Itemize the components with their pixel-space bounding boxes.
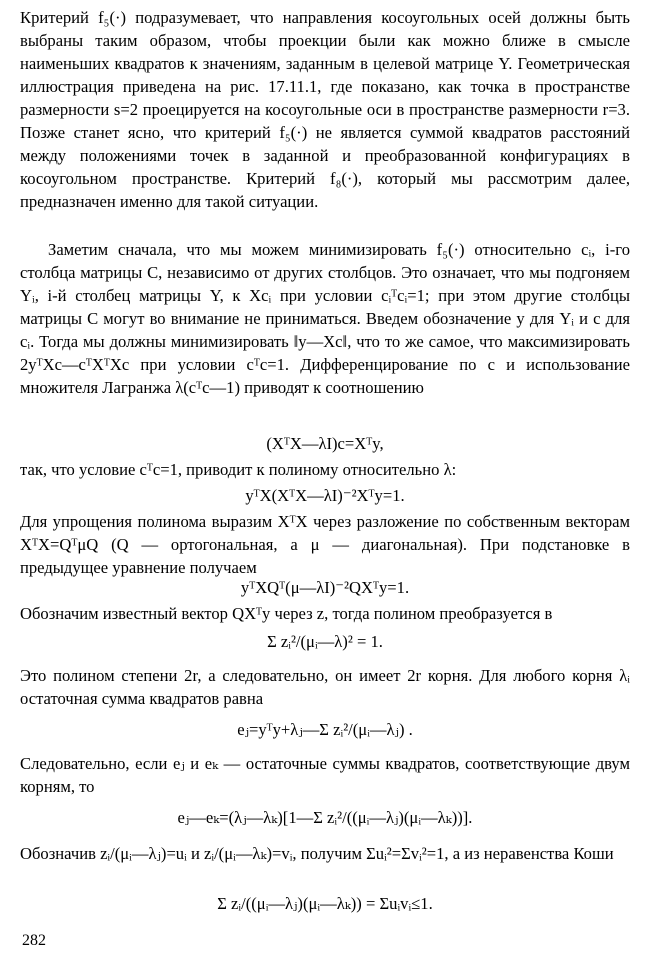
- paragraph-5: Обозначим известный вектор QXᵀy через z, тогда полином преобразуется в: [20, 604, 553, 623]
- equation-6: eⱼ—eₖ=(λⱼ—λₖ)[1—Σ zᵢ²/((μᵢ—λⱼ)(μᵢ—λₖ))].: [177, 808, 473, 827]
- paragraph-7: Следовательно, если eⱼ и eₖ — остаточные суммы квадратов, соответствующие двум корням, то: [20, 754, 630, 796]
- paragraph-2: Заметим сначала, что мы можем минимизировать f₅(·) относительно cᵢ, i-го столбца матрицы C, независимо от других столбцов. Это означает, что мы подгоняем Yᵢ, i-й столбец матрицы Y, к Xcᵢ при условии cᵢᵀcᵢ=1; при этом другие столбцы матрицы C могут во внимание не приниматься. Введем обозначение y для Yᵢ и c для cᵢ. Тогда мы должны минимизировать ‖y—Xc‖, что то же самое, что максимизировать 2yᵀXc—cᵀXᵀXc при условии cᵀc=1. Дифференцирование по c и использование множителя Лагранжа λ(cᵀc—1) приводят к соотношению: [20, 240, 630, 397]
- paragraph-8: Обозначив zᵢ/(μᵢ—λⱼ)=uᵢ и zᵢ/(μᵢ—λₖ)=vᵢ, получим Σuᵢ²=Σvᵢ²=1, а из неравенства Коши: [20, 844, 614, 863]
- paragraph-6: Это полином степени 2r, а следовательно, он имеет 2r корня. Для любого корня λᵢ остаточная сумма квадратов равна: [20, 666, 630, 708]
- equation-7: Σ zᵢ/((μᵢ—λⱼ)(μᵢ—λₖ)) = Σuᵢvᵢ≤1.: [217, 894, 433, 913]
- paragraph-3: так, что условие cᵀc=1, приводит к полиному относительно λ:: [20, 460, 457, 479]
- equation-1: (XᵀX—λI)c=Xᵀy,: [266, 434, 384, 453]
- paragraph-4: Для упрощения полинома выразим XᵀX через разложение по собственным векторам XᵀX=QᵀμQ (Q — ортогональная, a μ — диагональная). При подстановке в предыдущее уравнение получаем: [20, 512, 630, 577]
- page-number: 282: [22, 932, 46, 949]
- equation-5: eⱼ=yᵀy+λⱼ—Σ zᵢ²/(μᵢ—λⱼ) .: [237, 720, 413, 739]
- equation-2: yᵀX(XᵀX—λI)⁻²Xᵀy=1.: [245, 486, 405, 505]
- paragraph-1: Критерий f₅(·) подразумевает, что направления косоугольных осей должны быть выбраны таким образом, чтобы проекции были как можно ближе в смысле наименьших квадратов к значениям, заданным в целевой матрице Y. Геометрическая иллюстрация приведена на рис. 17.11.1, где показано, как точка в пространстве размерности s=2 проецируется на косоугольные оси в пространстве размерности r=3. Позже станет ясно, что критерий f₅(·) не является суммой квадратов расстояний между положениями точек в заданной и преобразованной конфигурациях в косоугольном пространстве. Критерий f₈(·), который мы рассмотрим далее, предназначен именно для такой ситуации.: [20, 8, 630, 211]
- equation-3: yᵀXQᵀ(μ—λI)⁻²QXᵀy=1.: [240, 578, 410, 597]
- equation-4: Σ zᵢ²/(μᵢ—λ)² = 1.: [267, 632, 383, 651]
